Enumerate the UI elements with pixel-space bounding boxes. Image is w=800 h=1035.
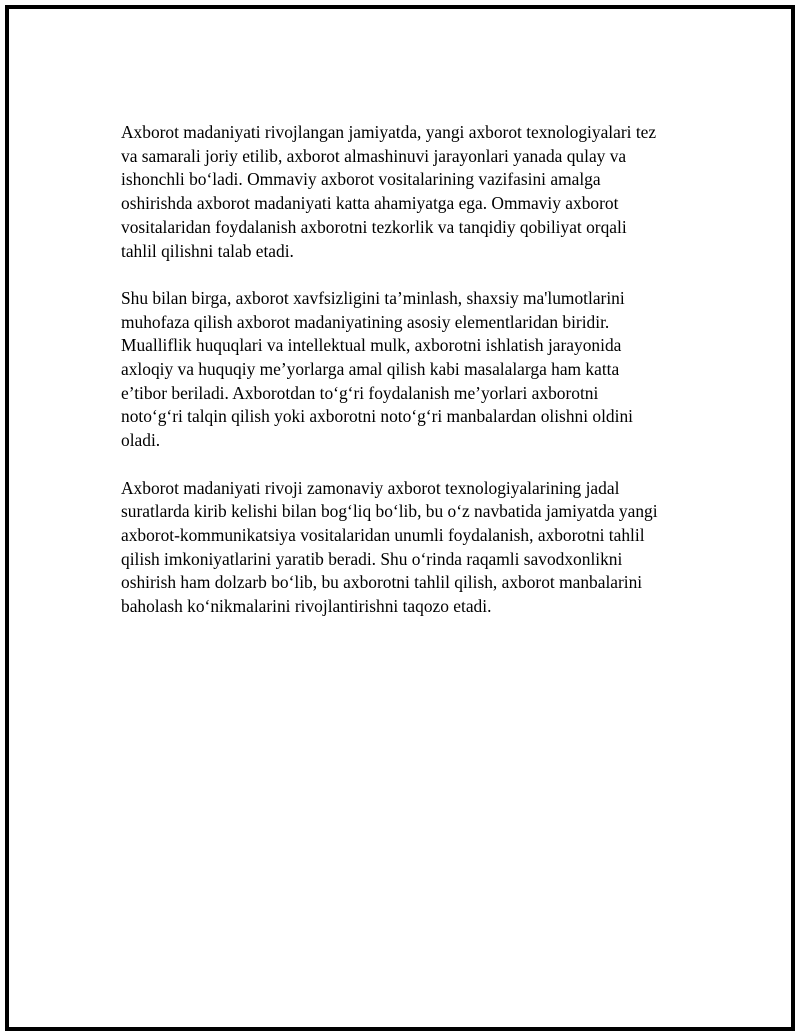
paragraph-2: Shu bilan birga, axborot xavfsizligini ta’minlash, shaxsiy ma'lumotlarini muhofaza qilish axborot madaniyatining asosiy elementlaridan biridir. Mualliflik huquqlari va intellektual mulk, axborotni ishlatish jarayonida axloqiy va huquqiy me’yorlarga amal qilish kabi masalalarga ham katta e’tibor beriladi. Axborotdan to‘g‘ri foydalanish me’yorlari axborotni noto‘g‘ri talqin qilish yoki axborotni noto‘g‘ri manbalardan olishni oldini oladi. <box>121 287 633 451</box>
document-body <box>121 121 696 642</box>
paragraph-3: Axborot madaniyati rivoji zamonaviy axborot texnologiyalarining jadal suratlarda kirib kelishi bilan bog‘liq bo‘lib, bu o‘z navbatida jamiyatda yangi axborot-kommunikatsiya vositalaridan unumli foydalanish, axborotni tahlil qilish imkoniyatlarini yaratib beradi. Shu o‘rinda raqamli savodxonlikni oshirish ham dolzarb bo‘lib, bu axborotni tahlil qilish, axborot manbalarini baholash ko‘nikmalarini rivojlantirishni taqozo etadi. <box>121 477 658 617</box>
paragraph-1: Axborot madaniyati rivojlangan jamiyatda, yangi axborot texnologiyalari tez va samarali joriy etilib, axborot almashinuvi jarayonlari yanada qulay va ishonchli bo‘ladi. Ommaviy axborot vositalarining vazifasini amalga oshirishda axborot madaniyati katta ahamiyatga ega. Ommaviy axborot vositalaridan foydalanish axborotni tezkorlik va tanqidiy qobiliyat orqali tahlil qilishni talab etadi. <box>121 122 657 261</box>
document-page <box>5 5 795 1031</box>
